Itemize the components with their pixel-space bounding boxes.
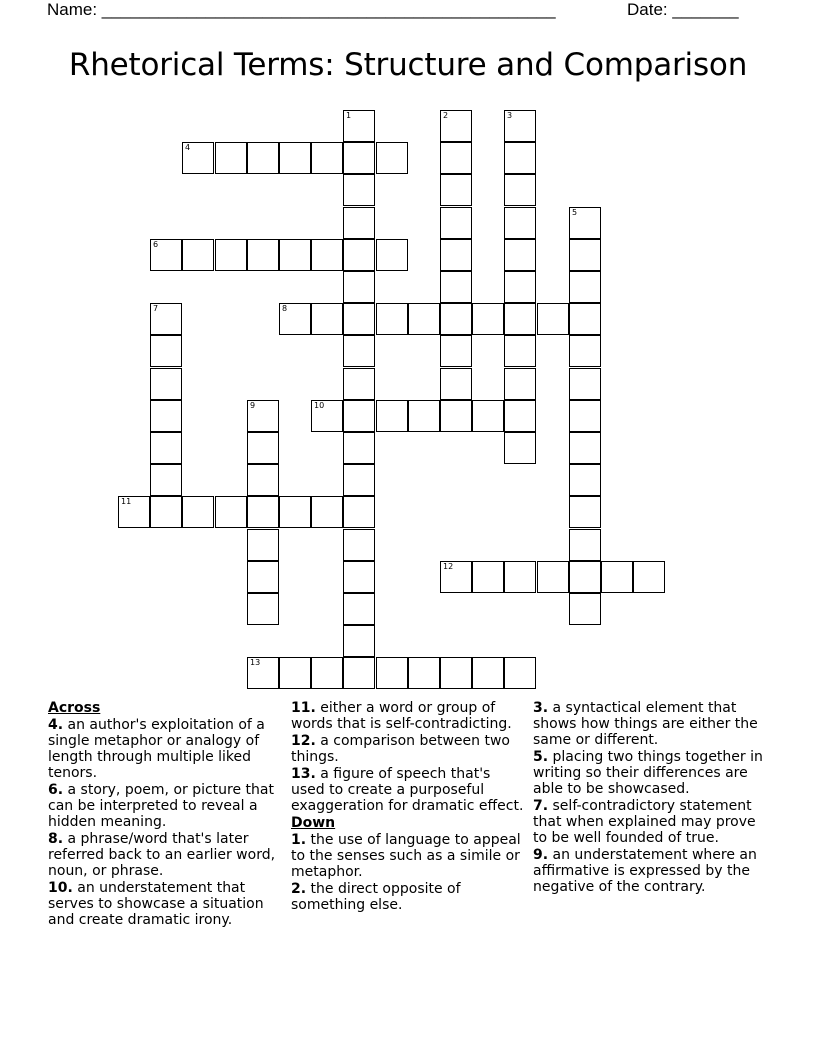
clue-number: 3.	[533, 700, 549, 716]
grid-cell[interactable]	[440, 657, 472, 689]
grid-cell[interactable]	[247, 464, 279, 496]
grid-cell[interactable]	[504, 657, 536, 689]
clue-across-12	[291, 733, 527, 765]
clue-across-13	[291, 766, 527, 814]
grid-cell[interactable]	[504, 142, 536, 174]
grid-cell[interactable]	[118, 496, 150, 528]
clue-text: self-contradictory statement that when explained may prove to be well founded of true.	[533, 798, 756, 846]
grid-cell[interactable]	[569, 432, 601, 464]
down-heading: Down	[291, 815, 336, 831]
grid-cell[interactable]	[537, 561, 569, 593]
grid-cell[interactable]	[569, 496, 601, 528]
grid-cell[interactable]	[215, 142, 247, 174]
grid-cell[interactable]	[247, 142, 279, 174]
grid-cell[interactable]	[376, 239, 408, 271]
cell-number: 2	[443, 111, 449, 120]
grid-cell[interactable]	[440, 561, 472, 593]
grid-cell[interactable]	[440, 174, 472, 206]
clue-text: the use of language to appeal to the senses such as a simile or metaphor.	[291, 832, 521, 880]
clue-down-9	[533, 847, 769, 895]
grid-cell[interactable]	[472, 657, 504, 689]
clue-number: 13.	[291, 766, 316, 782]
grid-cell[interactable]	[343, 464, 375, 496]
grid-cell[interactable]	[343, 561, 375, 593]
grid-cell[interactable]	[504, 303, 536, 335]
grid-cell[interactable]	[537, 303, 569, 335]
clue-number: 6.	[48, 782, 64, 798]
grid-cell[interactable]	[472, 400, 504, 432]
grid-cell[interactable]	[408, 400, 440, 432]
cell-number: 6	[153, 240, 159, 249]
grid-cell[interactable]	[247, 593, 279, 625]
clue-text: an understatement that serves to showcase a situation and create dramatic irony.	[48, 880, 264, 928]
clue-down-3	[533, 700, 769, 748]
grid-cell[interactable]	[504, 110, 536, 142]
clue-text: a syntactical element that shows how things are either the same or different.	[533, 700, 758, 748]
grid-cell[interactable]	[569, 271, 601, 303]
grid-cell[interactable]	[311, 496, 343, 528]
cell-number: 9	[250, 401, 256, 410]
grid-cell[interactable]	[472, 561, 504, 593]
grid-cell[interactable]	[504, 368, 536, 400]
grid-cell[interactable]	[343, 625, 375, 657]
grid-cell[interactable]	[215, 239, 247, 271]
clue-number: 5.	[533, 749, 549, 765]
grid-cell[interactable]	[279, 303, 311, 335]
clue-number: 2.	[291, 881, 307, 897]
grid-cell[interactable]	[150, 335, 182, 367]
clue-text: a story, poem, or picture that can be interpreted to reveal a hidden meaning.	[48, 782, 274, 830]
grid-cell[interactable]	[569, 529, 601, 561]
grid-cell[interactable]	[247, 657, 279, 689]
clue-text: an understatement where an affirmative is expressed by the negative of the contrary.	[533, 847, 757, 895]
grid-cell[interactable]	[343, 271, 375, 303]
clue-text: either a word or group of words that is self-contradicting.	[291, 700, 512, 732]
grid-cell[interactable]	[247, 496, 279, 528]
grid-cell[interactable]	[569, 593, 601, 625]
clue-down-7	[533, 798, 769, 846]
grid-cell[interactable]	[150, 303, 182, 335]
grid-cell[interactable]	[569, 207, 601, 239]
clue-text: a comparison between two things.	[291, 733, 510, 765]
grid-cell[interactable]	[311, 400, 343, 432]
grid-cell[interactable]	[440, 142, 472, 174]
across-heading: Across	[48, 700, 101, 716]
grid-cell[interactable]	[504, 561, 536, 593]
grid-cell[interactable]	[408, 657, 440, 689]
grid-cell[interactable]	[440, 368, 472, 400]
grid-cell[interactable]	[601, 561, 633, 593]
cell-number: 8	[282, 304, 288, 313]
grid-cell[interactable]	[440, 335, 472, 367]
grid-cell[interactable]	[279, 496, 311, 528]
grid-cell[interactable]	[376, 657, 408, 689]
grid-cell[interactable]	[247, 239, 279, 271]
grid-cell[interactable]	[343, 110, 375, 142]
clue-across-8	[48, 831, 283, 879]
grid-cell[interactable]	[311, 239, 343, 271]
grid-cell[interactable]	[504, 174, 536, 206]
clue-down-1	[291, 832, 527, 880]
grid-cell[interactable]	[343, 142, 375, 174]
grid-cell[interactable]	[440, 110, 472, 142]
grid-cell[interactable]	[504, 207, 536, 239]
grid-cell[interactable]	[504, 239, 536, 271]
grid-cell[interactable]	[343, 368, 375, 400]
grid-cell[interactable]	[247, 561, 279, 593]
grid-cell[interactable]	[376, 303, 408, 335]
clue-text: the direct opposite of something else.	[291, 881, 461, 913]
clue-column-2	[291, 700, 527, 914]
grid-cell[interactable]	[440, 239, 472, 271]
grid-cell[interactable]	[279, 239, 311, 271]
clue-text: an author's exploitation of a single metaphor or analogy of length through multiple liked tenors.	[48, 717, 265, 781]
date-field[interactable]: Date: _______	[627, 0, 739, 19]
grid-cell[interactable]	[343, 657, 375, 689]
clue-text: placing two things together in writing so their differences are able to be showcased.	[533, 749, 763, 797]
grid-cell[interactable]	[343, 239, 375, 271]
grid-cell[interactable]	[343, 303, 375, 335]
clue-across-11	[291, 700, 527, 732]
cell-number: 4	[185, 143, 191, 152]
grid-cell[interactable]	[472, 303, 504, 335]
grid-cell[interactable]	[376, 142, 408, 174]
grid-cell[interactable]	[569, 335, 601, 367]
grid-cell[interactable]	[311, 142, 343, 174]
cell-number: 10	[314, 401, 325, 410]
clue-number: 10.	[48, 880, 73, 896]
grid-cell[interactable]	[247, 529, 279, 561]
grid-cell[interactable]	[343, 593, 375, 625]
grid-cell[interactable]	[343, 496, 375, 528]
grid-cell[interactable]	[247, 400, 279, 432]
grid-cell[interactable]	[504, 335, 536, 367]
grid-cell[interactable]	[279, 142, 311, 174]
grid-cell[interactable]	[408, 303, 440, 335]
grid-cell[interactable]	[150, 464, 182, 496]
grid-cell[interactable]	[569, 368, 601, 400]
grid-cell[interactable]	[182, 496, 214, 528]
clue-column-3	[533, 700, 769, 896]
grid-cell[interactable]	[440, 271, 472, 303]
grid-cell[interactable]	[440, 303, 472, 335]
cell-number: 1	[346, 111, 352, 120]
grid-cell[interactable]	[182, 142, 214, 174]
grid-cell[interactable]	[311, 657, 343, 689]
grid-cell[interactable]	[569, 303, 601, 335]
grid-cell[interactable]	[504, 400, 536, 432]
grid-cell[interactable]	[343, 174, 375, 206]
cell-number: 13	[250, 658, 261, 667]
clue-text: a phrase/word that's later referred back to an earlier word, noun, or phrase.	[48, 831, 276, 879]
grid-cell[interactable]	[247, 432, 279, 464]
grid-cell[interactable]	[343, 335, 375, 367]
grid-cell[interactable]	[182, 239, 214, 271]
clue-number: 12.	[291, 733, 316, 749]
grid-cell[interactable]	[150, 496, 182, 528]
cell-number: 11	[121, 497, 132, 506]
grid-cell[interactable]	[215, 496, 247, 528]
grid-cell[interactable]	[279, 657, 311, 689]
clue-across-10	[48, 880, 283, 928]
grid-cell[interactable]	[633, 561, 665, 593]
grid-cell[interactable]	[150, 400, 182, 432]
grid-cell[interactable]	[343, 529, 375, 561]
grid-cell[interactable]	[343, 432, 375, 464]
grid-cell[interactable]	[569, 239, 601, 271]
grid-cell[interactable]	[440, 400, 472, 432]
clue-number: 11.	[291, 700, 316, 716]
clue-number: 8.	[48, 831, 64, 847]
grid-cell[interactable]	[504, 271, 536, 303]
clue-column-1	[48, 700, 283, 929]
name-field[interactable]: Name: ________________________________________________	[47, 0, 556, 19]
grid-cell[interactable]	[569, 561, 601, 593]
clue-number: 7.	[533, 798, 549, 814]
grid-cell[interactable]	[569, 464, 601, 496]
clue-text: a figure of speech that's used to create a purposeful exaggeration for dramatic effect.	[291, 766, 524, 814]
header	[47, 0, 767, 20]
page-title: Rhetorical Terms: Structure and Comparison	[68, 47, 748, 83]
clue-across-6	[48, 782, 283, 830]
grid-cell[interactable]	[150, 432, 182, 464]
clue-number: 4.	[48, 717, 64, 733]
grid-cell[interactable]	[440, 207, 472, 239]
grid-cell[interactable]	[343, 400, 375, 432]
clue-across-4	[48, 717, 283, 781]
clue-down-5	[533, 749, 769, 797]
grid-cell[interactable]	[376, 400, 408, 432]
clue-number: 9.	[533, 847, 549, 863]
grid-cell[interactable]	[504, 432, 536, 464]
grid-cell[interactable]	[569, 400, 601, 432]
grid-cell[interactable]	[150, 368, 182, 400]
cell-number: 5	[572, 208, 578, 217]
clue-number: 1.	[291, 832, 307, 848]
cell-number: 3	[507, 111, 513, 120]
grid-cell[interactable]	[343, 207, 375, 239]
cell-number: 12	[443, 562, 454, 571]
cell-number: 7	[153, 304, 159, 313]
grid-cell[interactable]	[150, 239, 182, 271]
grid-cell[interactable]	[311, 303, 343, 335]
clue-down-2	[291, 881, 527, 913]
